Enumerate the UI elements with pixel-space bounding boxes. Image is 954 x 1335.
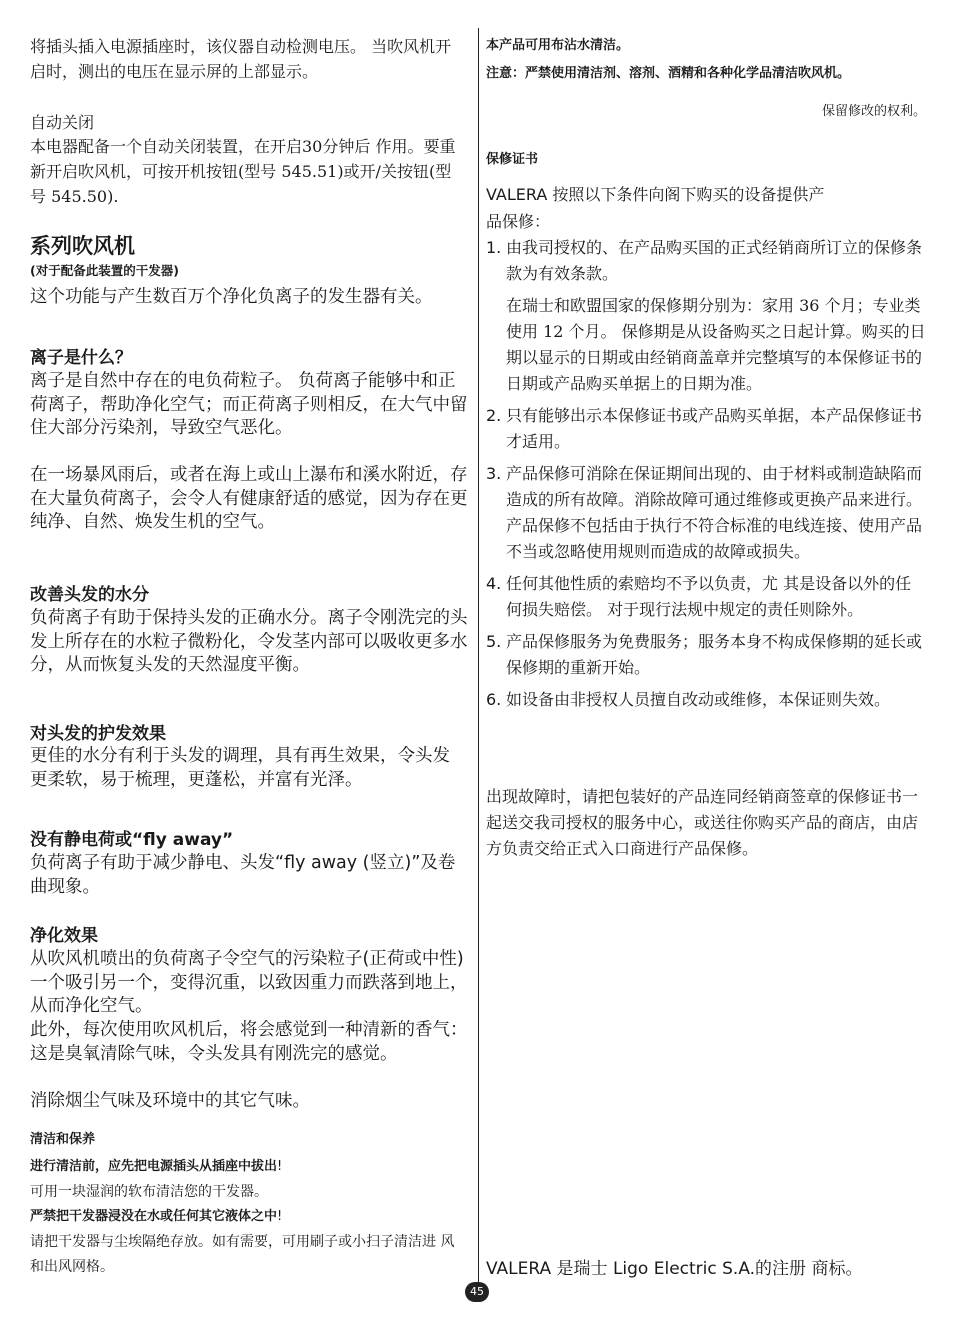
auto-off-paragraph: 本电器配备一个自动关闭装置，在开启30分钟后 作用。要重新开启吹风机，可按开机按钮(型号 545.51)或开/关按钮(型号 545.50). xyxy=(30,137,456,206)
auto-off-heading: 自动关闭 xyxy=(30,113,95,132)
column-divider xyxy=(478,28,479,1288)
warranty-item: 2. 只有能够出示本保修证书或产品购买单据，本产品保修证书才适用。 xyxy=(486,406,923,451)
warranty-item: 在瑞士和欧盟国家的保修期分别为：家用 36 个月；专业类使用 12 个月。 保修期是从设备购买之日起计算。购买的日期以显示的日期或由经销商盖章并完整填写的本保修证书的日期或产品购买单据上的日期为准。 xyxy=(506,296,926,393)
static-heading: 没有静电荷或“fly away” xyxy=(30,830,234,850)
moisture-paragraph: 负荷离子有助于保持头发的正确水分。离子令刚洗完的头发上所存在的水粒子微粉化，令发茎内部可以吸收更多水分，从而恢复头发的天然湿度平衡。 xyxy=(30,608,468,675)
moisture-heading: 改善头发的水分 xyxy=(30,585,149,605)
ion-paragraph-1: 离子是自然中存在的电负荷粒子。 负荷离子能够中和正荷离子，帮助净化空气；而正荷离子则相反，在大气中留住大部分污染剂，导致空气恶化。 xyxy=(30,371,468,438)
series-paragraph: 这个功能与产生数百万个净化负离子的发生器有关。 xyxy=(30,287,433,307)
warranty-item: 4. 任何其他性质的索赔均不予以负责，尤 其是设备以外的任何损失赔偿。 对于现行法规中规定的责任则除外。 xyxy=(486,574,912,619)
cleaning-heading: 清洁和保养 xyxy=(30,1132,96,1147)
intro-paragraph: 将插头插入电源插座时，该仪器自动检测电压。 当吹风机开启时，测出的电压在显示屏的上部显示。 xyxy=(30,37,452,81)
ion-heading: 离子是什么？ xyxy=(30,348,132,368)
cleaning-notice: 注意：严禁使用清洁剂、溶剂、酒精和各种化学品清洁吹风机。 xyxy=(486,66,851,81)
purify-paragraph-1: 从吹风机喷出的负荷离子令空气的污染粒子(正荷或中性)一个吸引另一个，变得沉重，以致因重力而跌落到地上，从而净化空气。 xyxy=(30,949,468,1016)
series-heading: 系列吹风机 xyxy=(30,234,135,258)
cleaning-warning-1: 进行清洁前，应先把电源插头从插座中拔出! xyxy=(30,1159,283,1174)
trademark-note: VALERA 是瑞士 Ligo Electric S.A.的注册 商标。 xyxy=(486,1259,863,1279)
care-paragraph: 更佳的水分有利于头发的调理，具有再生效果，令头发更柔软，易于梳理，更蓬松，并富有光泽。 xyxy=(30,746,450,790)
cleaning-text-1: 可用一块湿润的软布清洁您的干发器。 xyxy=(30,1184,268,1200)
page-number-badge: 45 xyxy=(465,1282,489,1302)
warranty-heading: 保修证书 xyxy=(486,152,539,167)
warranty-item: 3. 产品保修可消除在保证期间出现的、由于材料或制造缺陷而造成的所有故障。消除故障可通过维修或更换产品来进行。产品保修不包括由于执行不符合标准的电线连接、使用产品不当或忽略使用规则而造成的故障或损失。 xyxy=(486,464,923,561)
warranty-list xyxy=(486,235,926,719)
rights-reserved: 保留修改的权利。 xyxy=(821,104,926,119)
warranty-closing: 出现故障时，请把包装好的产品连同经销商签章的保修证书一起送交我司授权的服务中心，或送往你购买产品的商店，由店方负责交给正式入口商进行产品保修。 xyxy=(486,787,919,858)
purify-paragraph-2: 此外，每次使用吹风机后，将会感觉到一种清新的香气： 这是臭氧清除气味，令头发具有刚洗完的感觉。 xyxy=(30,1020,468,1064)
care-heading: 对头发的护发效果 xyxy=(30,724,166,744)
clean-with-cloth: 本产品可用布沾水清洁。 xyxy=(486,38,630,53)
warranty-item: 1. 由我司授权的、在产品购买国的正式经销商所订立的保修条款为有效条款。 xyxy=(486,238,923,283)
warranty-intro: VALERA 按照以下条件向阁下购买的设备提供产品保修： xyxy=(486,185,825,231)
cleaning-text-2: 请把干发器与尘埃隔绝存放。如有需要，可用刷子或小扫子清洁进 风和出风网格。 xyxy=(30,1234,455,1275)
ion-paragraph-2: 在一场暴风雨后，或者在海上或山上瀑布和溪水附近，存在大量负荷离子，会令人有健康舒适的感觉，因为存在更纯净、自然、焕发生机的空气。 xyxy=(30,465,468,532)
purify-heading: 净化效果 xyxy=(30,926,98,946)
series-subheading: (对于配备此装置的干发器) xyxy=(30,263,179,278)
cleaning-warning-2: 严禁把干发器浸没在水或任何其它液体之中! xyxy=(30,1209,283,1224)
warranty-item: 6. 如设备由非授权人员擅自改动或维修，本保证则失效。 xyxy=(486,690,891,709)
warranty-item: 5. 产品保修服务为免费服务；服务本身不构成保修期的延长或保修期的重新开始。 xyxy=(486,632,923,677)
purify-paragraph-3: 消除烟尘气味及环境中的其它气味。 xyxy=(30,1091,310,1111)
static-paragraph: 负荷离子有助于减少静电、头发“fly away (竖立)”及卷曲现象。 xyxy=(30,853,456,897)
